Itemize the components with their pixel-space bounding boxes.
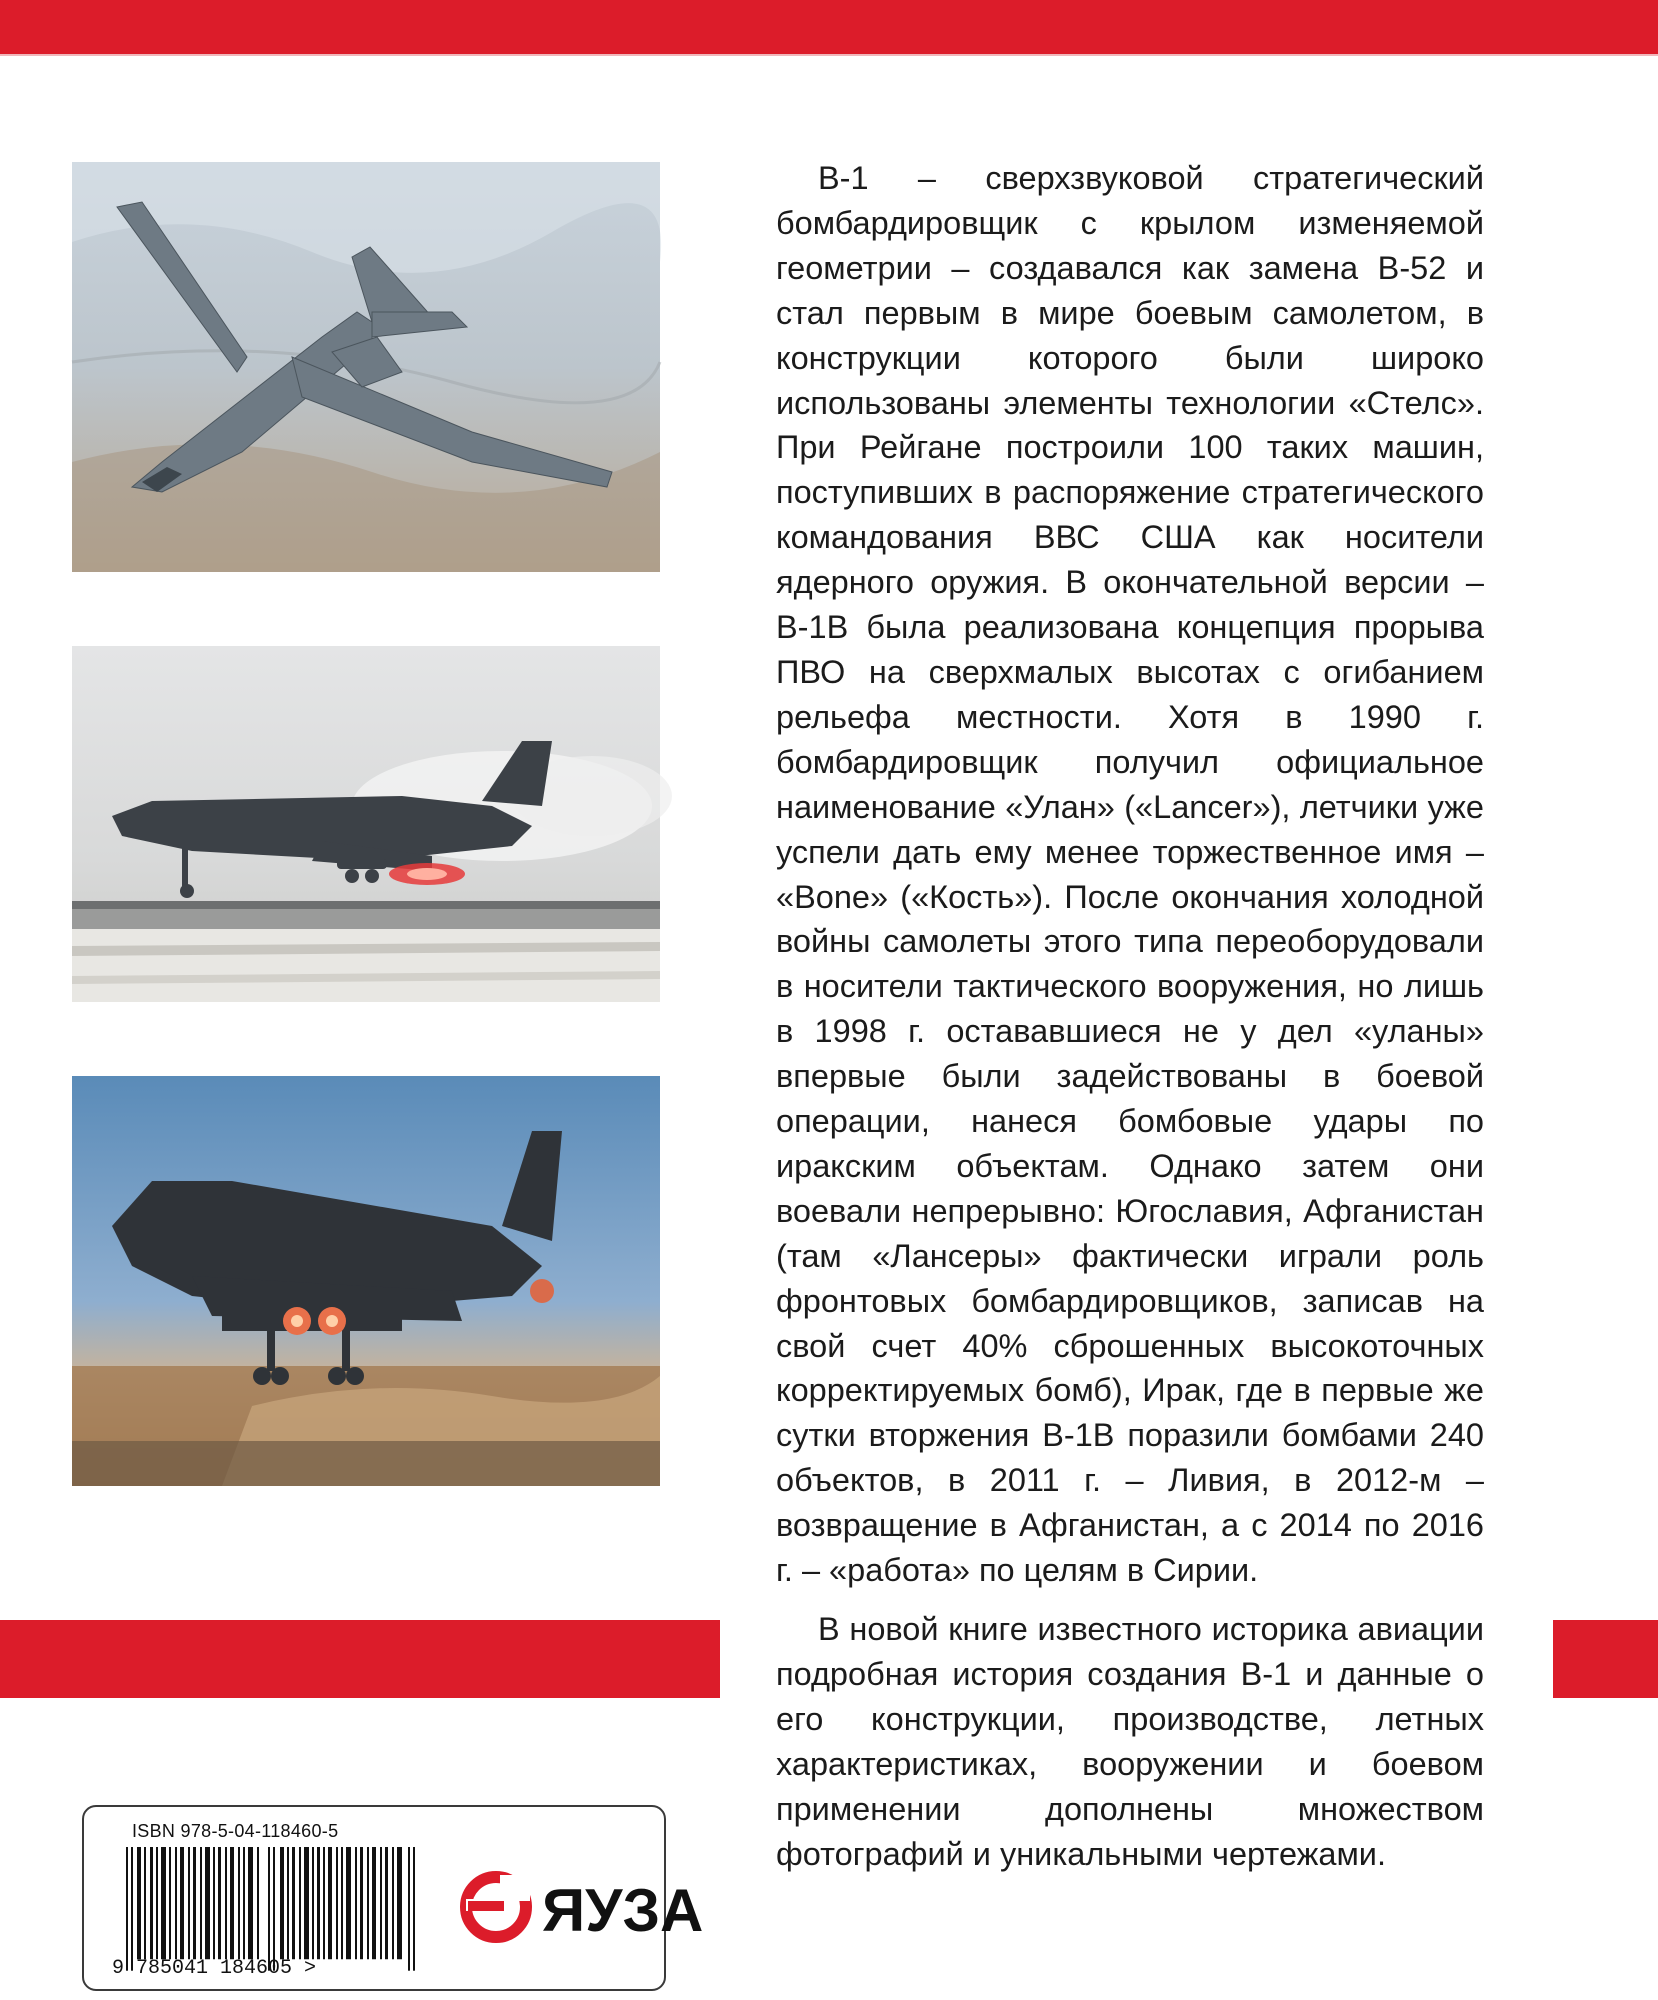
top-red-band: [0, 0, 1658, 56]
middle-red-band-right: [1553, 1620, 1658, 1698]
aircraft-photo-icon: [72, 162, 660, 572]
photo-bomber-takeoff: [72, 1076, 660, 1486]
photo-bomber-in-flight: [72, 162, 660, 572]
publisher-logo: [456, 1855, 704, 1959]
annotation-paragraph-2: В новой книге известного историка авиации подробная история создания B-1 и данные о его конструкции, производстве, летных характеристиках, вооружении и боевом применении дополнены множеством фотографий и уникальными чертежами.: [776, 1611, 1484, 1872]
photo-bomber-runway: [72, 646, 660, 1002]
annotation-text: [776, 156, 1484, 1876]
isbn-label: ISBN 978-5-04-118460-5: [132, 1821, 339, 1841]
publisher-name: ЯУЗА: [542, 1877, 704, 1944]
barcode-digits: 9 785041 184605 >: [112, 1957, 317, 1980]
annotation-paragraph-1: B-1 – сверхзвуковой стратегический бомбардировщик с крылом изменяемой геометрии – создавался как замена B-52 и стал первым в мире боевым самолетом, в конструкции которого были широко использованы элементы технологии «Стелс». При Рейгане построили 100 таких машин, поступивших в распоряжение стратегического командования ВВС США как носители ядерного оружия. В окончательной версии – B-1B была реализована концепция прорыва ПВО на сверхмалых высотах с огибанием рельефа местности. Хотя в 1990 г. бомбардировщик получил официальное наименование «Улан» («Lancer»), летчики уже успели дать ему менее торжественное имя – «Bone» («Кость»). После окончания холодной войны самолеты этого типа переоборудовали в носители тактического вооружения, но лишь в 1998 г. остававшиеся не у дел «уланы» впервые были задействованы в боевой операции, нанеся бомбовые удары по иракским объектам. Однако затем они воевали непрерывно: Югославия, Афганистан (там «Лансеры» фактически играли роль фронтовых бомбардировщиков, записав на свой счет 40% сброшенных высокоточных корректируемых бомб), Ирак, где в первые же сутки вторжения B-1B поразили бомбами 240 объектов, в 2011 г. – Ливия, в 2012-м – возвращение в Афганистан, а с 2014 по 2016 г. – «работа» по целям в Сирии.: [776, 160, 1484, 1589]
barcode-icon: [120, 1847, 440, 1973]
aircraft-photo-icon: [72, 646, 660, 1002]
aircraft-photo-icon: [72, 1076, 660, 1486]
isbn-box: [82, 1805, 704, 1991]
eksmo-logo-icon: [466, 1875, 530, 1937]
middle-red-band-left: [0, 1620, 720, 1698]
